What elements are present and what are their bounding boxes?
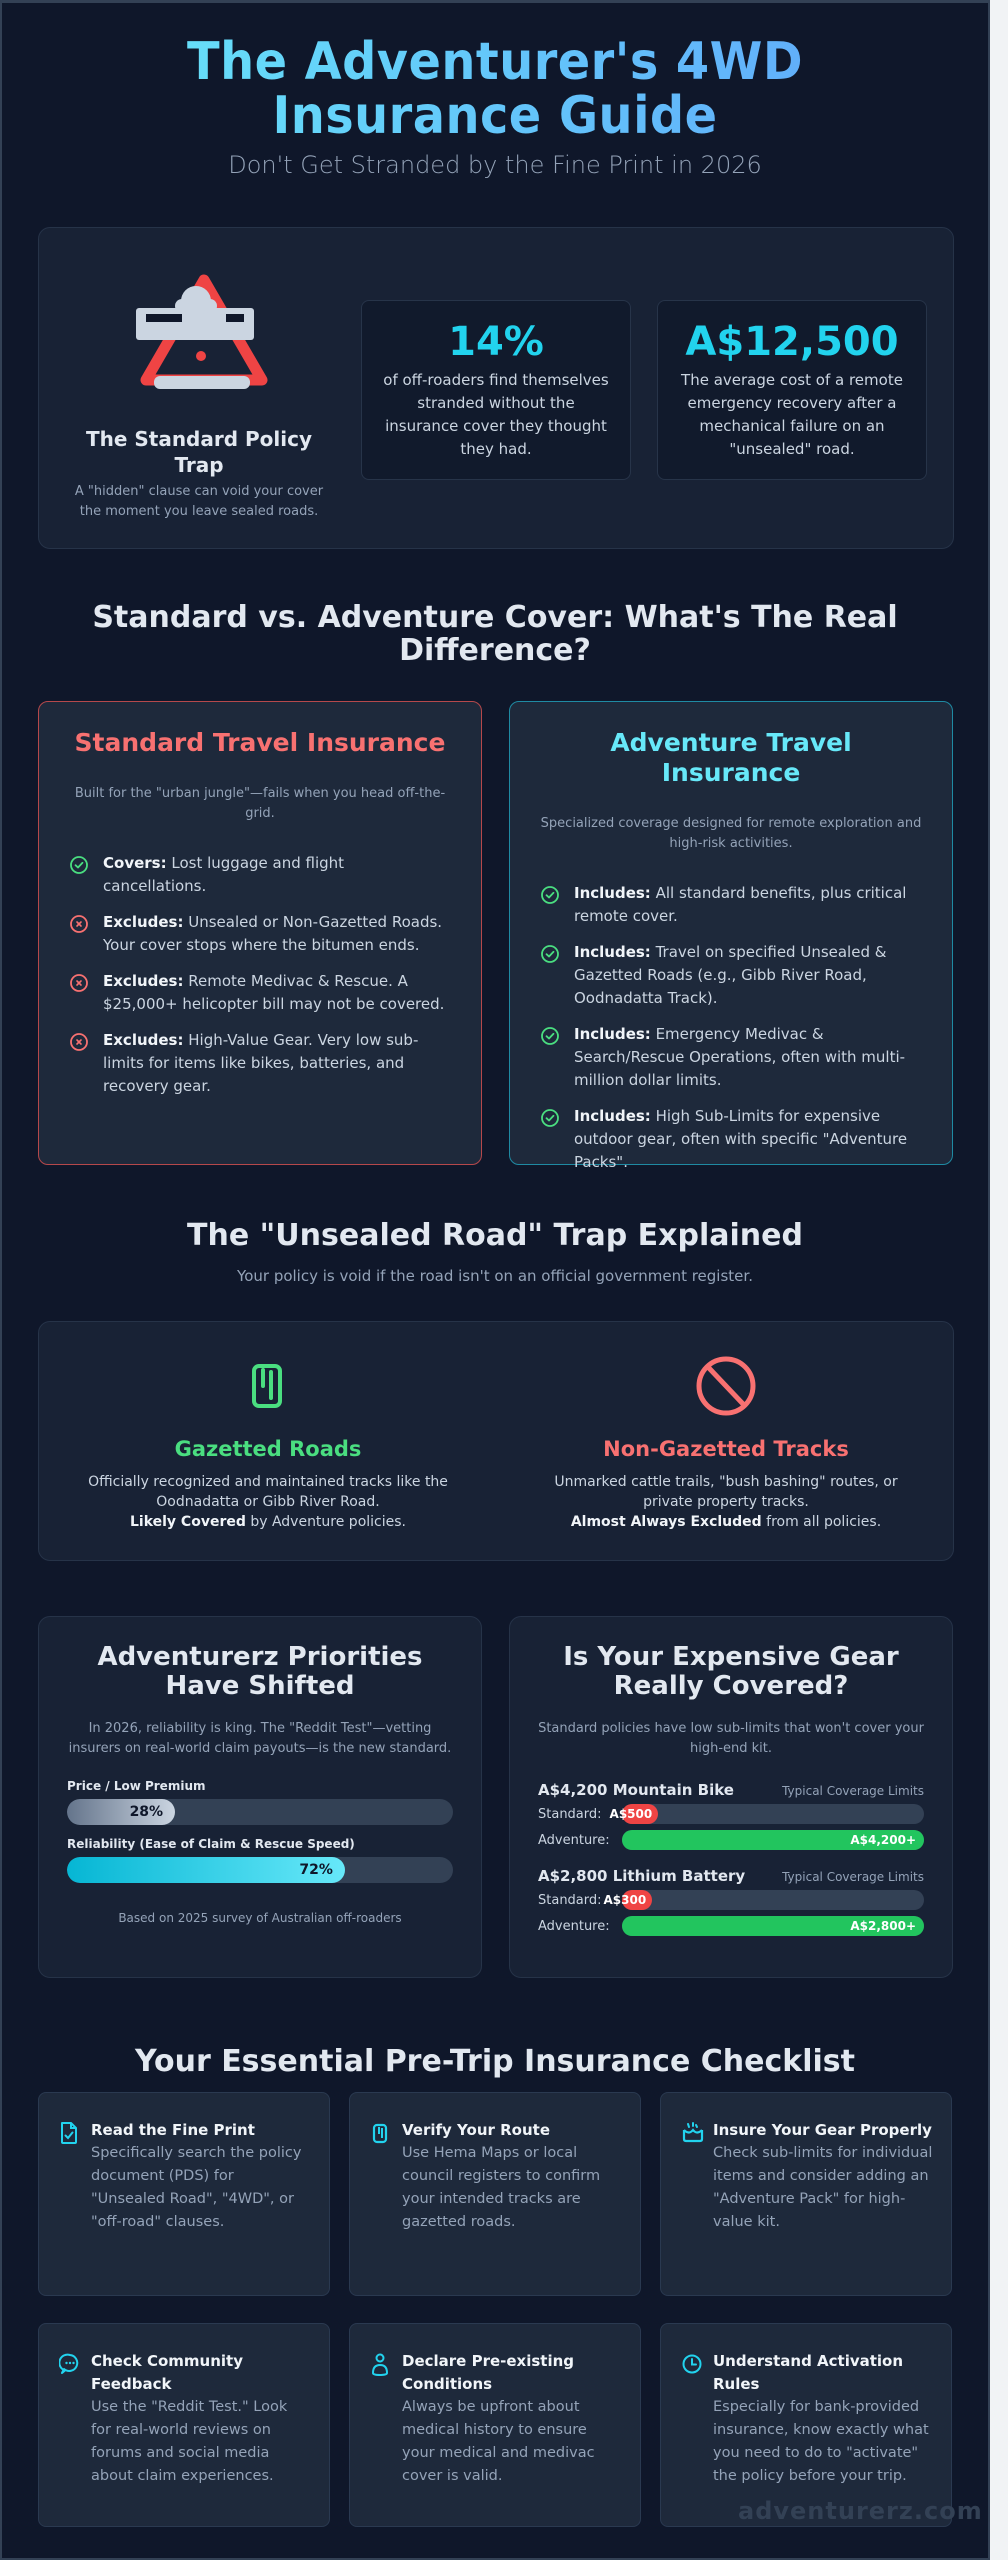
document-check-icon (59, 2119, 91, 2275)
priorities-title: Adventurerz Priorities Have Shifted (97, 1642, 423, 1701)
checklist-item: Check Community Feedback Use the "Reddit Test." Look for real-world reviews on forums and social media about claim experiences. (38, 2323, 330, 2527)
priorities-panel (38, 1616, 482, 1978)
stat-value: 14% (448, 319, 544, 365)
feature-item (69, 1029, 451, 1098)
feature-text: Excludes: High-Value Gear. Very low sub-limits for items like bikes, batteries, and recovery gear. (103, 1031, 419, 1095)
adventure-insurance-title: Adventure Travel Insurance (610, 728, 852, 787)
comparison-title: Standard vs. Adventure Cover: What's The Real Difference? (92, 600, 898, 668)
check-circle-icon (69, 852, 103, 898)
bar-fill-reliability: 72% (67, 1857, 345, 1883)
feature-text: Includes: Travel on specified Unsealed & Gazetted Roads (e.g., Gibb River Road, Oodnadatta Track). (574, 943, 887, 1007)
bar-label-reliability: Reliability (Ease of Claim & Rescue Speed) (67, 1837, 355, 1851)
check-circle-icon (540, 882, 574, 928)
feature-item (540, 882, 922, 928)
x-circle-icon (69, 1029, 103, 1098)
page-title (41, 32, 948, 146)
chat-bubble-icon (59, 2350, 91, 2506)
feature-text: Includes: Emergency Medivac & Search/Rescue Operations, often with multi-million dollar limits. (574, 1025, 906, 1089)
standard-insurance-intro: Built for the "urban jungle"—fails when you head off-the-grid. (74, 786, 446, 821)
map-icon (370, 2119, 402, 2275)
gear-box-icon (681, 2119, 713, 2275)
feature-text: Includes: High Sub-Limits for expensive outdoor gear, often with specific "Adventure Packs". (574, 1107, 908, 1171)
feature-item (69, 852, 451, 898)
standard-row: Standard: A$500 (538, 1803, 924, 1825)
gear-item-battery (538, 1867, 924, 1937)
gear-intro: Standard policies have low sub-limits that won't cover your high-end kit. (538, 1721, 924, 1756)
road-icon (238, 1352, 298, 1422)
coverage-limits-label: Typical Coverage Limits (782, 1784, 924, 1798)
checklist-item: Read the Fine Print Specifically search the policy document (PDS) for "Unsealed Road", "4WD", or "off-road" clauses. (38, 2092, 330, 2296)
feature-text: Covers: Lost luggage and flight cancellations. (103, 854, 345, 895)
feature-text: Excludes: Remote Medivac & Rescue. A $25,000+ helicopter bill may not be covered. (103, 972, 445, 1013)
gazetted-roads-title: Gazetted Roads (174, 1437, 362, 1461)
hero-card (38, 227, 954, 549)
adventure-row: Adventure: A$4,200+ (538, 1829, 924, 1851)
feature-item (69, 970, 451, 1016)
adventure-insurance-intro: Specialized coverage designed for remote exploration and high-risk activities. (540, 816, 922, 851)
gear-item-bike (538, 1781, 924, 1851)
roads-card (38, 1321, 954, 1561)
adventure-limit-bar: A$4,200+ (622, 1830, 924, 1850)
policy-trap-heading: The Standard Policy Trap (85, 427, 313, 477)
adventure-row: Adventure: A$2,800+ (538, 1915, 924, 1937)
policy-trap-block (39, 228, 359, 550)
feature-item (540, 1105, 922, 1174)
standard-feature-list (69, 852, 451, 1098)
adventure-limit-bar: A$2,800+ (622, 1916, 924, 1936)
stat-description: The average cost of a remote emergency recovery after a mechanical failure on an "unsealed" road. (681, 371, 903, 458)
checklist-item: Verify Your Route Use Hema Maps or local council registers to confirm your intended tracks are gazetted roads. (349, 2092, 641, 2296)
header (2, 3, 988, 179)
standard-limit-bar: A$500 (622, 1804, 658, 1824)
check-circle-icon (540, 1023, 574, 1092)
standard-row: Standard: A$300 (538, 1889, 924, 1911)
warning-triangle-icon (134, 268, 274, 398)
gazetted-roads-text: Officially recognized and maintained tracks like the Oodnadatta or Gibb River Road. Likely Covered by Adventure policies. (88, 1474, 448, 1530)
checklist-item: Insure Your Gear Properly Check sub-limits for individual items and consider adding an "Adventure Pack" for high-value kit. (660, 2092, 952, 2296)
gear-item-name: A$4,200 Mountain Bike (538, 1781, 734, 1799)
feature-item (69, 911, 451, 957)
policy-trap-text: A "hidden" clause can void your cover the moment you leave sealed roads. (74, 484, 324, 519)
priorities-intro: In 2026, reliability is king. The "Reddit Test"—vetting insurers on real-world claim payouts—is the new standard. (68, 1721, 452, 1756)
stat-value: A$12,500 (685, 319, 899, 365)
standard-insurance-card (38, 701, 482, 1165)
bar-track-price (67, 1799, 453, 1825)
title-line-1: The Adventurer's 4WD (186, 32, 804, 92)
standard-limit-bar: A$300 (622, 1890, 652, 1910)
checklist-item: Declare Pre-existing Conditions Always be upfront about medical history to ensure your medical and medivac cover is valid. (349, 2323, 641, 2527)
stat-description: of off-roaders find themselves stranded without the insurance cover they thought they had. (383, 371, 609, 458)
checklist-item: Understand Activation Rules Especially for bank-provided insurance, know exactly what you need to do to "activate" the policy before your trip. (660, 2323, 952, 2527)
watermark: adventurerz.com (738, 2497, 983, 2525)
stat-card-stranded (361, 300, 631, 480)
non-gazetted-tracks-title: Non-Gazetted Tracks (603, 1437, 849, 1461)
roads-title: The "Unsealed Road" Trap Explained (187, 1218, 803, 1253)
checklist-title: Your Essential Pre-Trip Insurance Checklist (135, 2044, 855, 2079)
non-gazetted-tracks-text: Unmarked cattle trails, "bush bashing" routes, or private property tracks. Almost Always Excluded from all policies. (554, 1474, 898, 1530)
gazetted-roads-block (39, 1322, 497, 1562)
survey-note: Based on 2025 survey of Australian off-roaders (118, 1911, 402, 1925)
gear-panel (509, 1616, 953, 1978)
standard-insurance-title: Standard Travel Insurance (74, 728, 446, 757)
feature-item (540, 1023, 922, 1092)
clock-icon (681, 2350, 713, 2506)
roads-subtitle: Your policy is void if the road isn't on an official government register. (237, 1267, 753, 1285)
feature-text: Includes: All standard benefits, plus critical remote cover. (574, 884, 907, 925)
adventure-insurance-card (509, 701, 953, 1171)
non-gazetted-tracks-block (497, 1322, 955, 1562)
feature-text: Excludes: Unsealed or Non-Gazetted Roads. Your cover stops where the bitumen ends. (103, 913, 443, 954)
feature-item (540, 941, 922, 1010)
coverage-limits-label: Typical Coverage Limits (782, 1870, 924, 1884)
adventure-feature-list (540, 882, 922, 1174)
stat-card-recovery-cost (657, 300, 927, 480)
bar-label-price: Price / Low Premium (67, 1779, 206, 1793)
check-circle-icon (540, 1105, 574, 1174)
x-circle-icon (69, 911, 103, 957)
bar-track-reliability (67, 1857, 453, 1883)
gear-item-name: A$2,800 Lithium Battery (538, 1867, 746, 1885)
x-circle-icon (69, 970, 103, 1016)
prohibited-icon (696, 1352, 756, 1422)
person-icon (370, 2350, 402, 2506)
title-line-2: Insurance Guide (272, 86, 718, 146)
check-circle-icon (540, 941, 574, 1010)
gear-title: Is Your Expensive Gear Really Covered? (563, 1642, 899, 1701)
priority-bars (67, 1779, 453, 1883)
bar-fill-price: 28% (67, 1799, 175, 1825)
page-subtitle: Don't Get Stranded by the Fine Print in 2026 (228, 151, 762, 179)
